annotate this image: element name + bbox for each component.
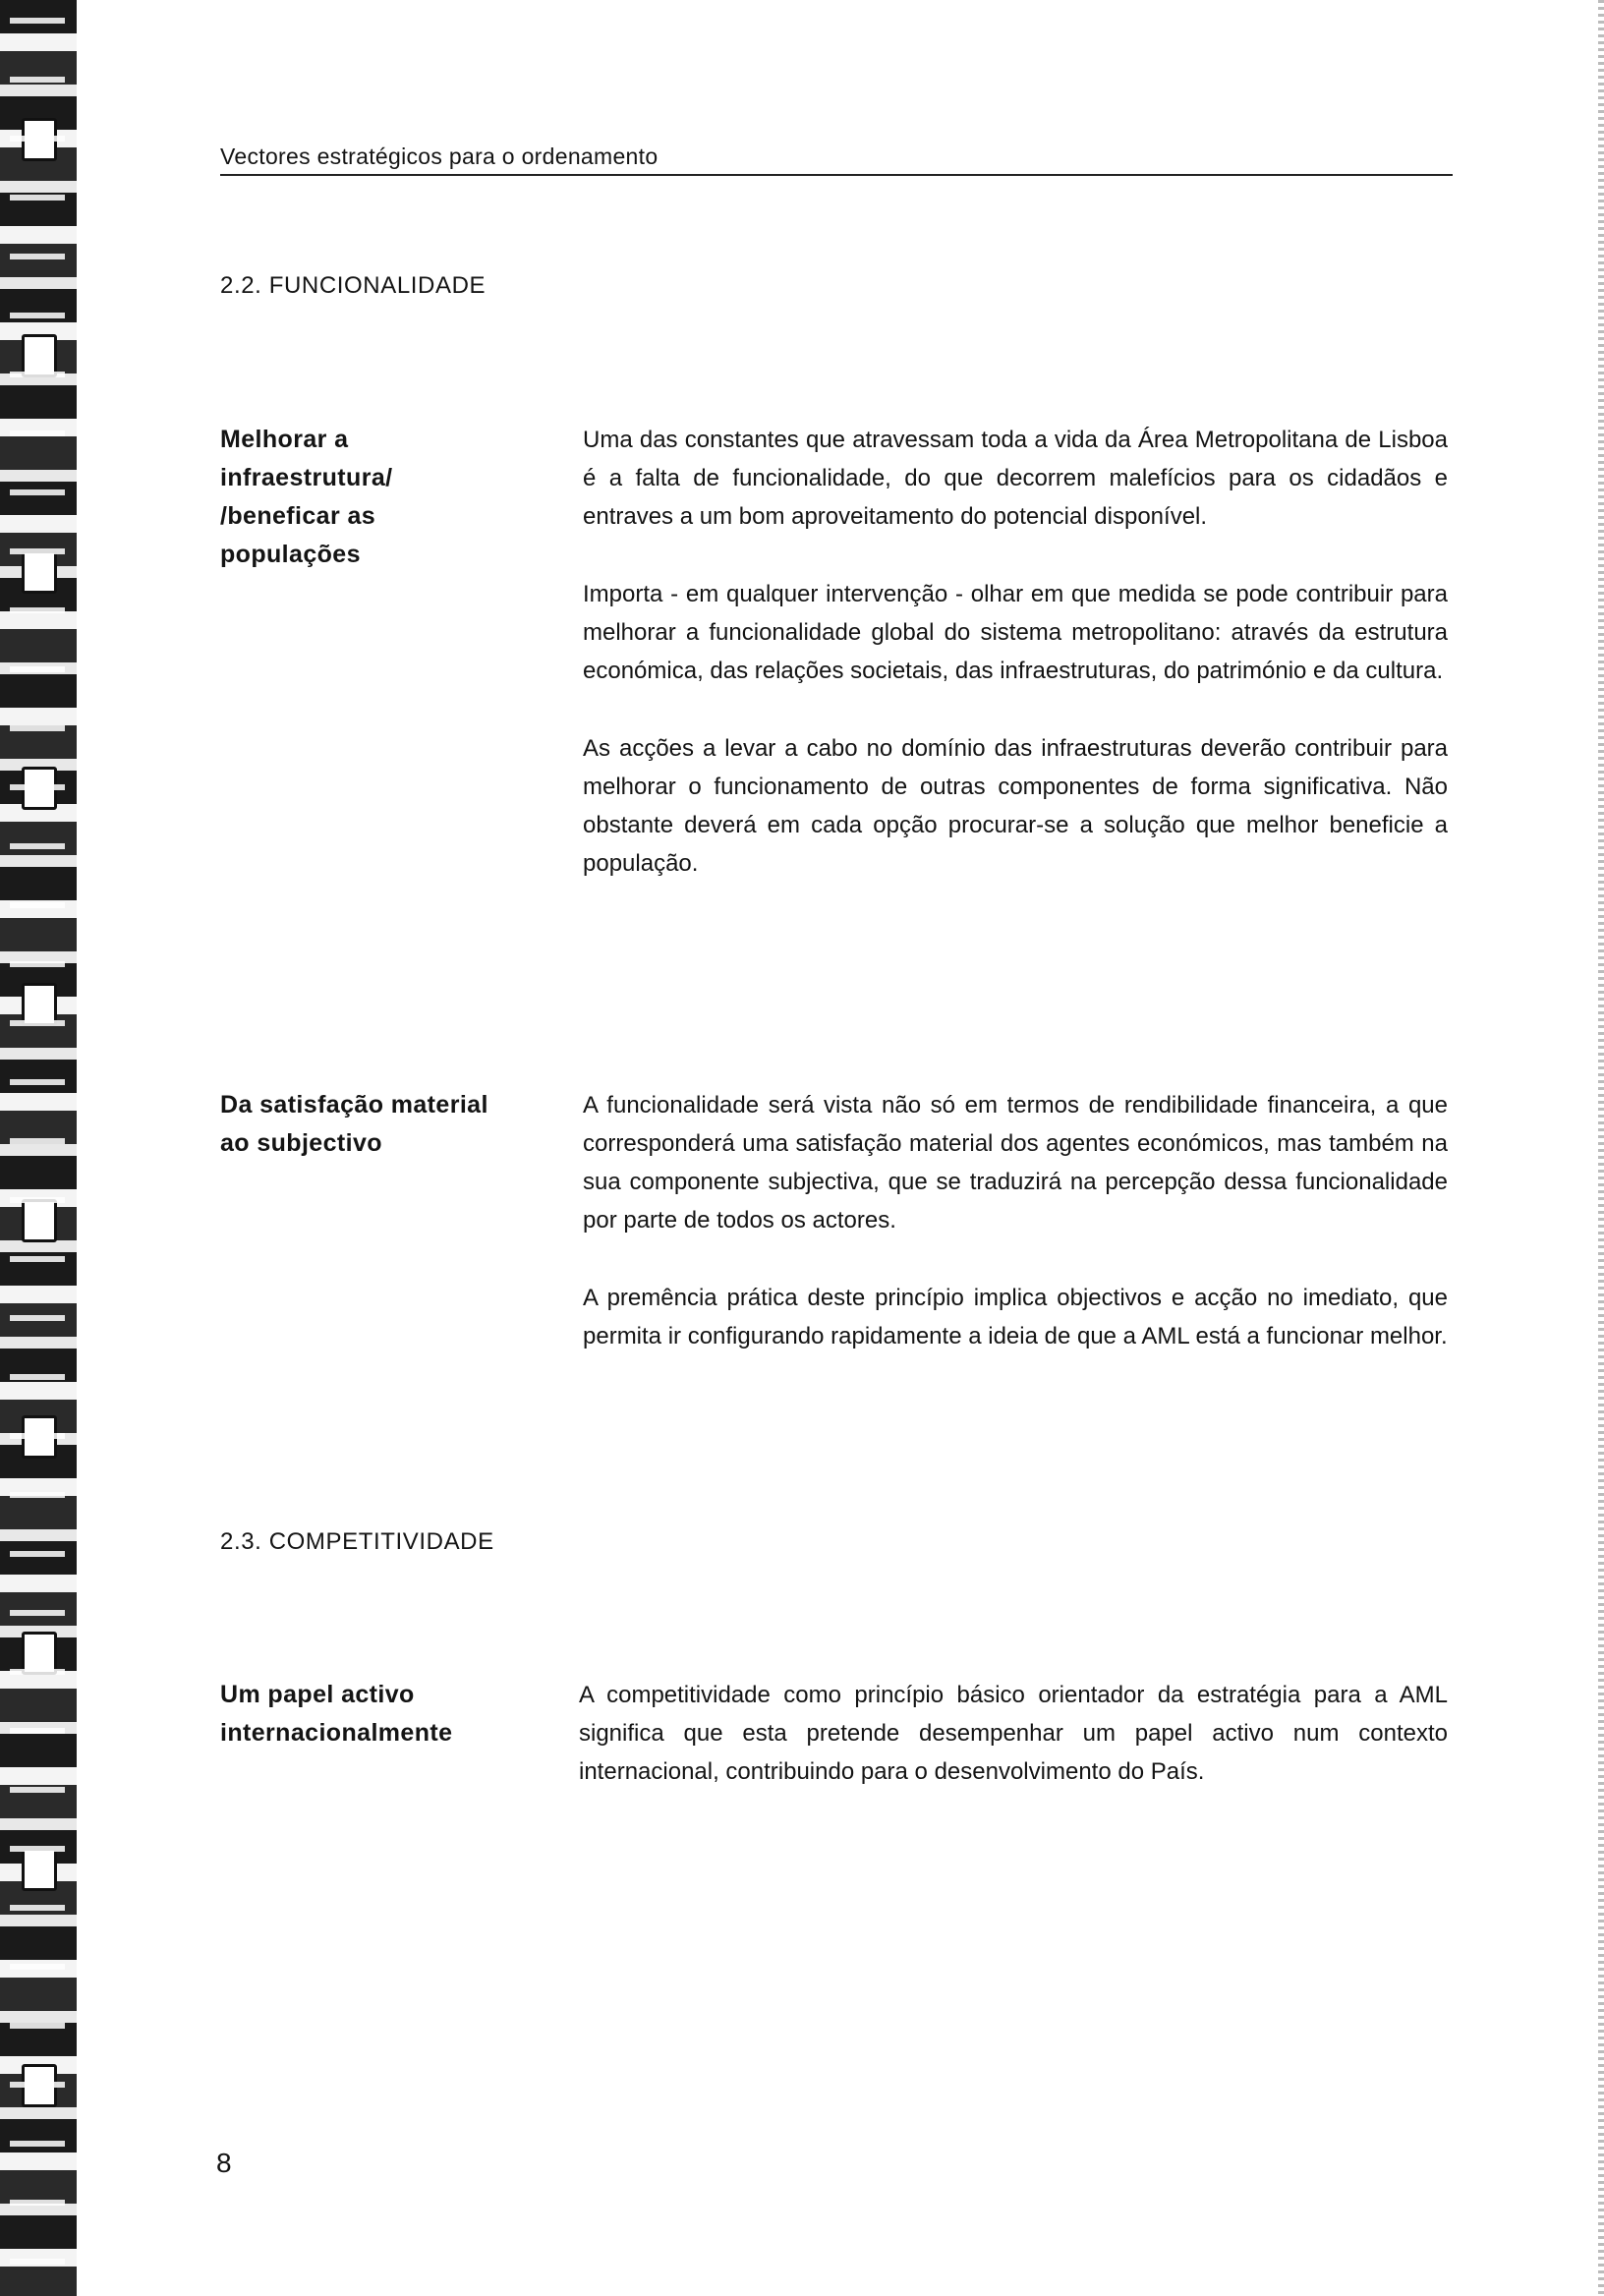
page-right-edge — [1598, 0, 1604, 2296]
paragraph: As acções a levar a cabo no domínio das infraestruturas deverão contribuir para melhorar o funcionamento de outras componentes de forma significativa. Não obstante deverá em cada opção procurar-se a solução que melhor beneficie a população. — [583, 735, 1448, 877]
text-block-satisfacao — [583, 1086, 1448, 1395]
paragraph: Uma das constantes que atravessam toda a vida da Área Metropolitana de Lisboa é a falta de funcionalidade, do que decorrem malefícios para os cidadãos e entraves a um bom aproveitamento do potencial disponível. — [583, 427, 1448, 530]
text-block-melhorar — [583, 421, 1448, 922]
running-header: Vectores estratégicos para o ordenamento — [220, 144, 1453, 176]
binding-hole — [22, 1848, 57, 1891]
side-label-satisfacao: Da satisfação material ao subjectivo — [220, 1091, 488, 1157]
binding-hole — [22, 550, 57, 594]
binding-hole — [22, 983, 57, 1026]
spiral-binding-edge — [0, 0, 77, 2296]
paragraph: Importa - em qualquer intervenção - olhar em que medida se pode contribuir para melhorar a funcionalidade global do sistema metropolitano: através da estrutura económica, das relações societais, das infraestruturas, do património e da cultura. — [583, 581, 1448, 684]
binding-hole — [22, 334, 57, 377]
binding-hole — [22, 1199, 57, 1242]
text-block-papel-activo — [579, 1676, 1448, 1830]
section-title-competitividade: 2.3. COMPETITIVIDADE — [220, 1528, 494, 1555]
paragraph: A funcionalidade será vista não só em termos de rendibilidade financeira, a que corresponderá uma satisfação material dos agentes económicos, mas também na sua componente subjectiva, que se traduzirá na percepção dessa funcionalidade por parte de todos os actores. — [583, 1092, 1448, 1234]
section-title-funcionalidade: 2.2. FUNCIONALIDADE — [220, 272, 487, 299]
binding-hole — [22, 2064, 57, 2107]
binding-hole — [22, 1632, 57, 1675]
side-label-papel-activo: Um papel activo internacionalmente — [220, 1681, 453, 1747]
side-label-melhorar: Melhorar a infraestrutura/ /beneficar as populações — [220, 426, 393, 568]
binding-hole — [22, 1415, 57, 1459]
binding-hole — [22, 118, 57, 161]
binding-hole — [22, 767, 57, 810]
paragraph: A competitividade como princípio básico orientador da estratégia para a AML significa que esta pretende desempenhar um papel activo num contexto internacional, contribuindo para o desenvolvimento do País. — [579, 1682, 1448, 1785]
paragraph: A premência prática deste princípio implica objectivos e acção no imediato, que permita ir configurando rapidamente a ideia de que a AML está a funcionar melhor. — [583, 1285, 1448, 1349]
page-number: 8 — [216, 2148, 232, 2178]
